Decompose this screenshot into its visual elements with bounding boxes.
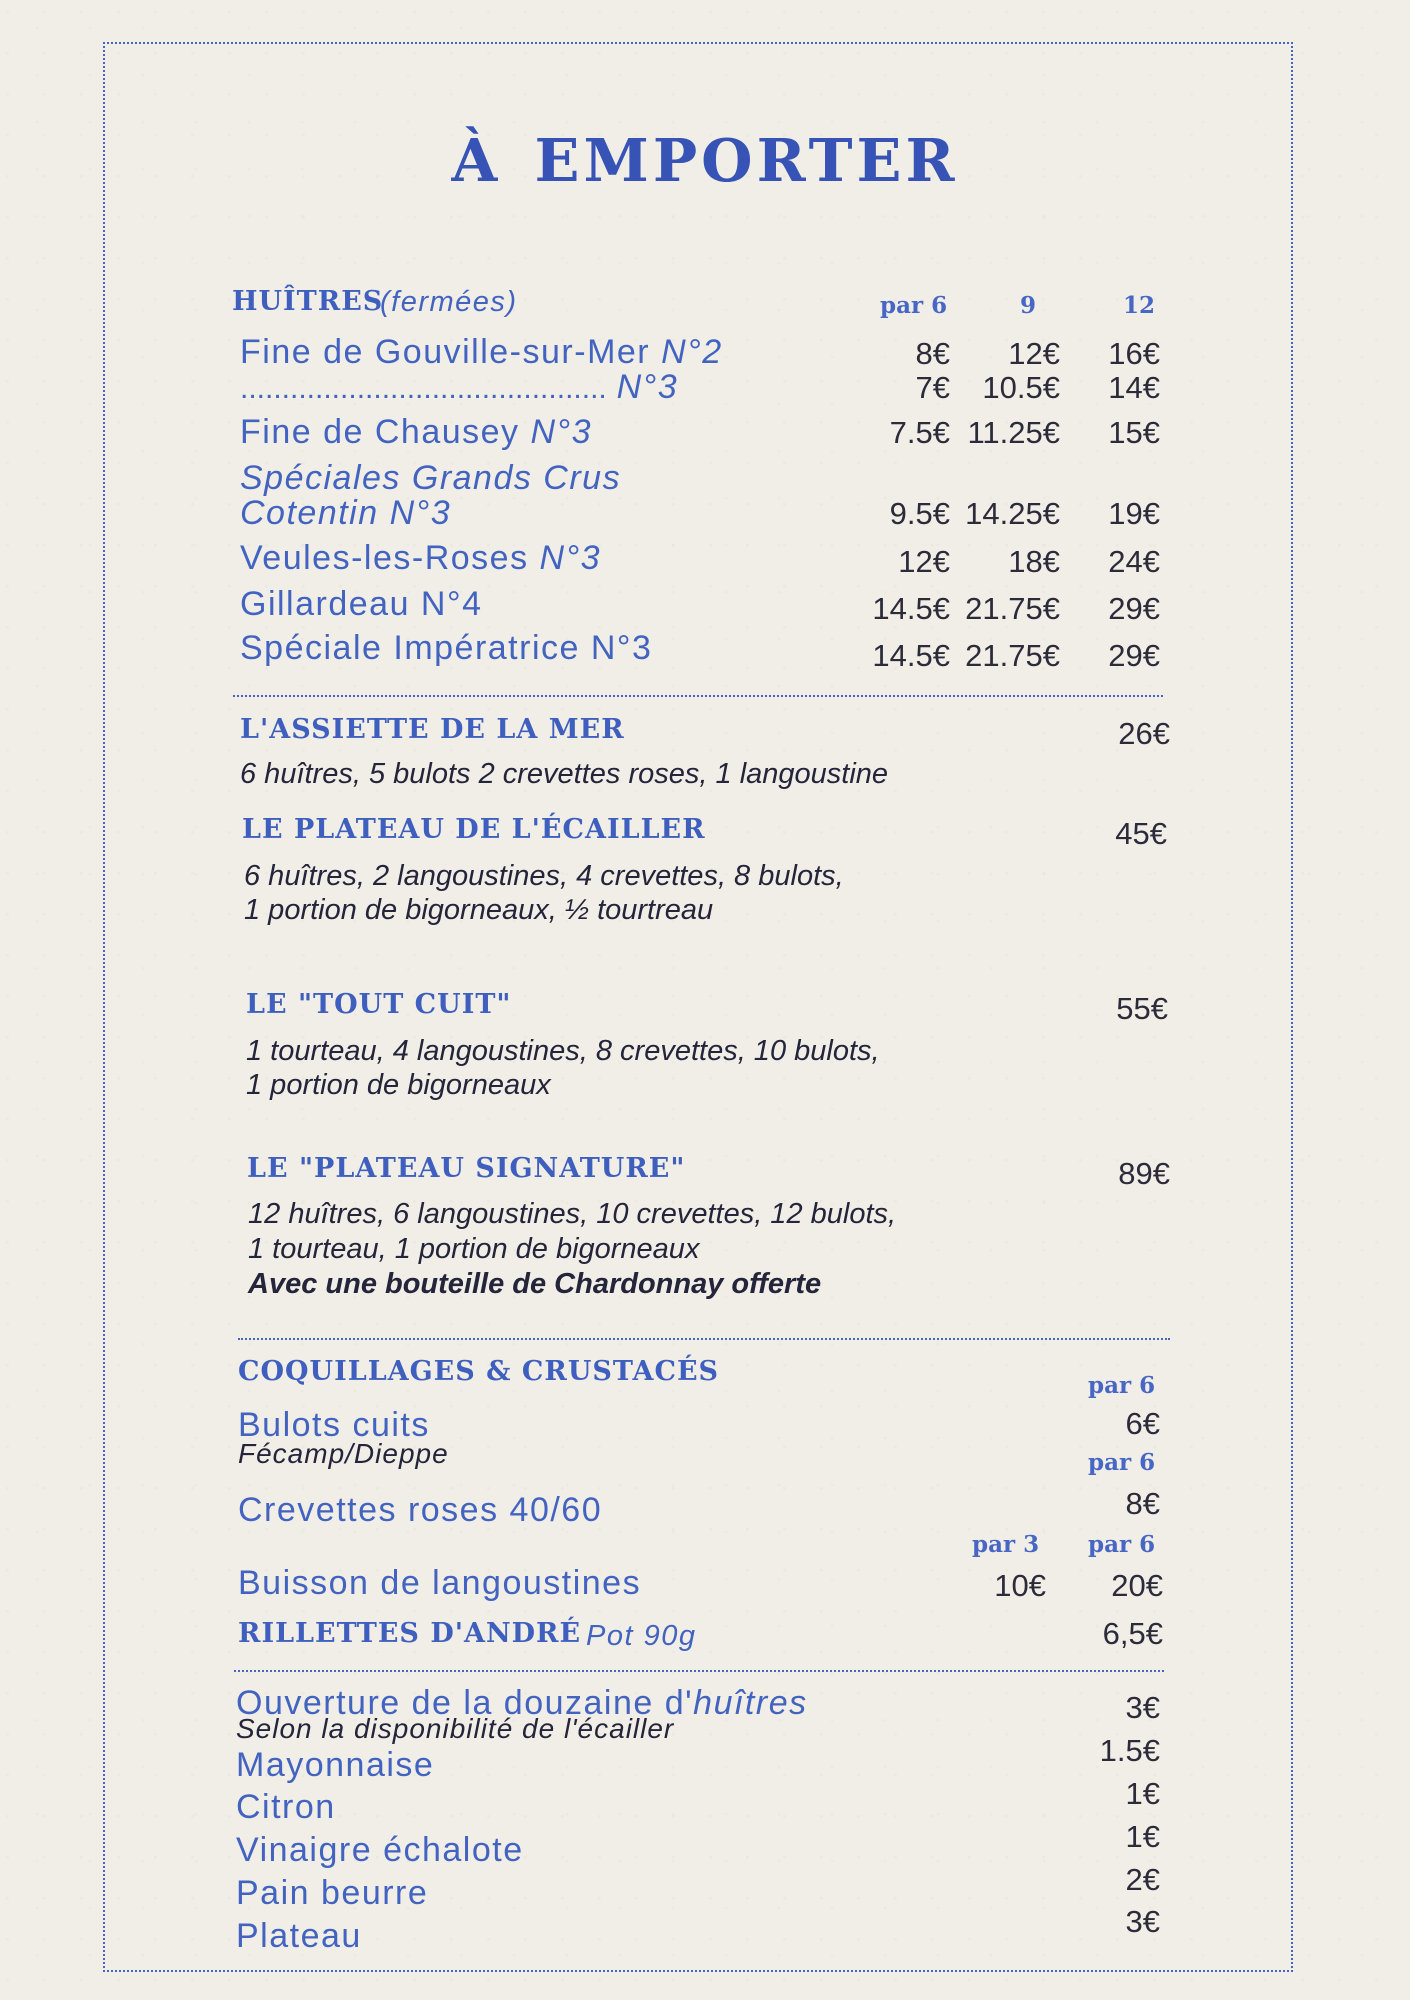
- oyster-name-line2: Cotentin N°3: [240, 494, 452, 532]
- price-par6: 7€: [915, 370, 950, 405]
- item-name: Ouverture de la douzaine d'huîtres: [236, 1684, 808, 1722]
- price-9: 18€: [1008, 544, 1060, 579]
- item-name: Buisson de langoustines: [238, 1564, 642, 1602]
- price-9: 10.5€: [982, 370, 1060, 405]
- separator: [234, 1670, 1164, 1672]
- price-par6: 12€: [898, 544, 950, 579]
- rillettes-note: Pot 90g: [586, 1620, 697, 1652]
- price-12: 15€: [1108, 415, 1160, 450]
- item-origin: Fécamp/Dieppe: [238, 1438, 449, 1469]
- item-price: 1€: [1125, 1776, 1160, 1811]
- oyster-name: Spéciale Impératrice N°3: [240, 629, 653, 667]
- item-note: Selon la disponibilité de l'écailler: [236, 1713, 675, 1744]
- item-price: 1€: [1125, 1819, 1160, 1854]
- plateau-name: LE "PLATEAU SIGNATURE": [247, 1153, 686, 1184]
- plateau-desc: 6 huîtres, 5 bulots 2 crevettes roses, 1 langoustine: [240, 758, 889, 790]
- separator: [233, 695, 1163, 697]
- oyster-name: Veules-les-Roses N°3: [240, 539, 602, 577]
- rillettes-price: 6,5€: [1102, 1616, 1163, 1651]
- price-par6: 8€: [915, 336, 950, 371]
- coquillages-heading: COQUILLAGES & CRUSTACÉS: [238, 1356, 720, 1387]
- price-9: 11.25€: [967, 415, 1060, 450]
- oyster-name: Fine de Gouville-sur-Mer N°2: [240, 333, 723, 371]
- item-name: Citron: [236, 1788, 336, 1826]
- oyster-name: Spéciales Grands Crus: [240, 459, 622, 497]
- price-9: 21.75€: [965, 638, 1060, 673]
- plateau-offer: Avec une bouteille de Chardonnay offerte: [248, 1268, 822, 1300]
- plateau-desc: 1 portion de bigorneaux: [246, 1069, 551, 1101]
- price-9: 12€: [1008, 336, 1060, 371]
- page-title: à emporter: [451, 102, 959, 201]
- huitres-note: (fermées): [380, 286, 518, 318]
- item-price: 8€: [1125, 1486, 1160, 1521]
- price-12: 29€: [1108, 638, 1160, 673]
- column-par6: par 6: [1088, 1531, 1156, 1558]
- item-name: Bulots cuits: [238, 1406, 430, 1444]
- oyster-name: ............................................ N°3: [240, 368, 679, 406]
- plateau-name: L'ASSIETTE DE LA MER: [240, 714, 625, 745]
- price-par6: 14.5€: [872, 591, 950, 626]
- plateau-desc: 1 portion de bigorneaux, ½ tourtreau: [244, 894, 714, 926]
- price-12: 29€: [1108, 591, 1160, 626]
- column-par6: par 6: [880, 292, 948, 319]
- column-9: 9: [1020, 292, 1037, 319]
- plateau-desc: 1 tourteau, 4 langoustines, 8 crevettes, 10 bulots,: [246, 1035, 880, 1067]
- price-par6: 14.5€: [872, 638, 950, 673]
- item-price: 3€: [1125, 1904, 1160, 1939]
- plateau-price: 45€: [1115, 816, 1167, 851]
- column-par6: par 6: [1088, 1372, 1156, 1399]
- oyster-name: Fine de Chausey N°3: [240, 413, 593, 451]
- price-9: 14.25€: [965, 496, 1060, 531]
- item-name: Mayonnaise: [236, 1746, 435, 1784]
- plateau-name: LE "TOUT CUIT": [246, 989, 512, 1020]
- oyster-name: Gillardeau N°4: [240, 585, 483, 623]
- item-price: 6€: [1125, 1406, 1160, 1441]
- item-price: 1.5€: [1099, 1733, 1160, 1768]
- item-name: Vinaigre échalote: [236, 1831, 524, 1869]
- price-12: 24€: [1108, 544, 1160, 579]
- item-price-par3: 10€: [994, 1568, 1046, 1603]
- item-price-par6: 20€: [1111, 1568, 1163, 1603]
- plateau-price: 55€: [1116, 991, 1168, 1026]
- plateau-desc: 1 tourteau, 1 portion de bigorneaux: [248, 1233, 700, 1265]
- column-12: 12: [1123, 292, 1156, 319]
- price-12: 14€: [1108, 370, 1160, 405]
- item-name: Plateau: [236, 1917, 362, 1955]
- item-price: 3€: [1125, 1690, 1160, 1725]
- item-price: 2€: [1125, 1862, 1160, 1897]
- price-par6: 7.5€: [889, 415, 950, 450]
- rillettes-name: RILLETTES D'ANDRÉ: [238, 1618, 582, 1649]
- price-9: 21.75€: [965, 591, 1060, 626]
- column-par6: par 6: [1088, 1449, 1156, 1476]
- item-name: Pain beurre: [236, 1874, 429, 1912]
- plateau-desc: 6 huîtres, 2 langoustines, 4 crevettes, 8 bulots,: [244, 860, 844, 892]
- item-name: Crevettes roses 40/60: [238, 1491, 603, 1529]
- plateau-name: LE PLATEAU DE L'ÉCAILLER: [242, 814, 706, 845]
- price-12: 19€: [1108, 496, 1160, 531]
- plateau-price: 89€: [1118, 1156, 1170, 1191]
- price-12: 16€: [1108, 336, 1160, 371]
- plateau-desc: 12 huîtres, 6 langoustines, 10 crevettes, 12 bulots,: [248, 1198, 897, 1230]
- column-par3: par 3: [972, 1531, 1040, 1558]
- separator: [238, 1338, 1170, 1340]
- plateau-price: 26€: [1118, 716, 1170, 751]
- price-par6: 9.5€: [889, 496, 950, 531]
- huitres-heading: HUÎTRES: [232, 286, 384, 317]
